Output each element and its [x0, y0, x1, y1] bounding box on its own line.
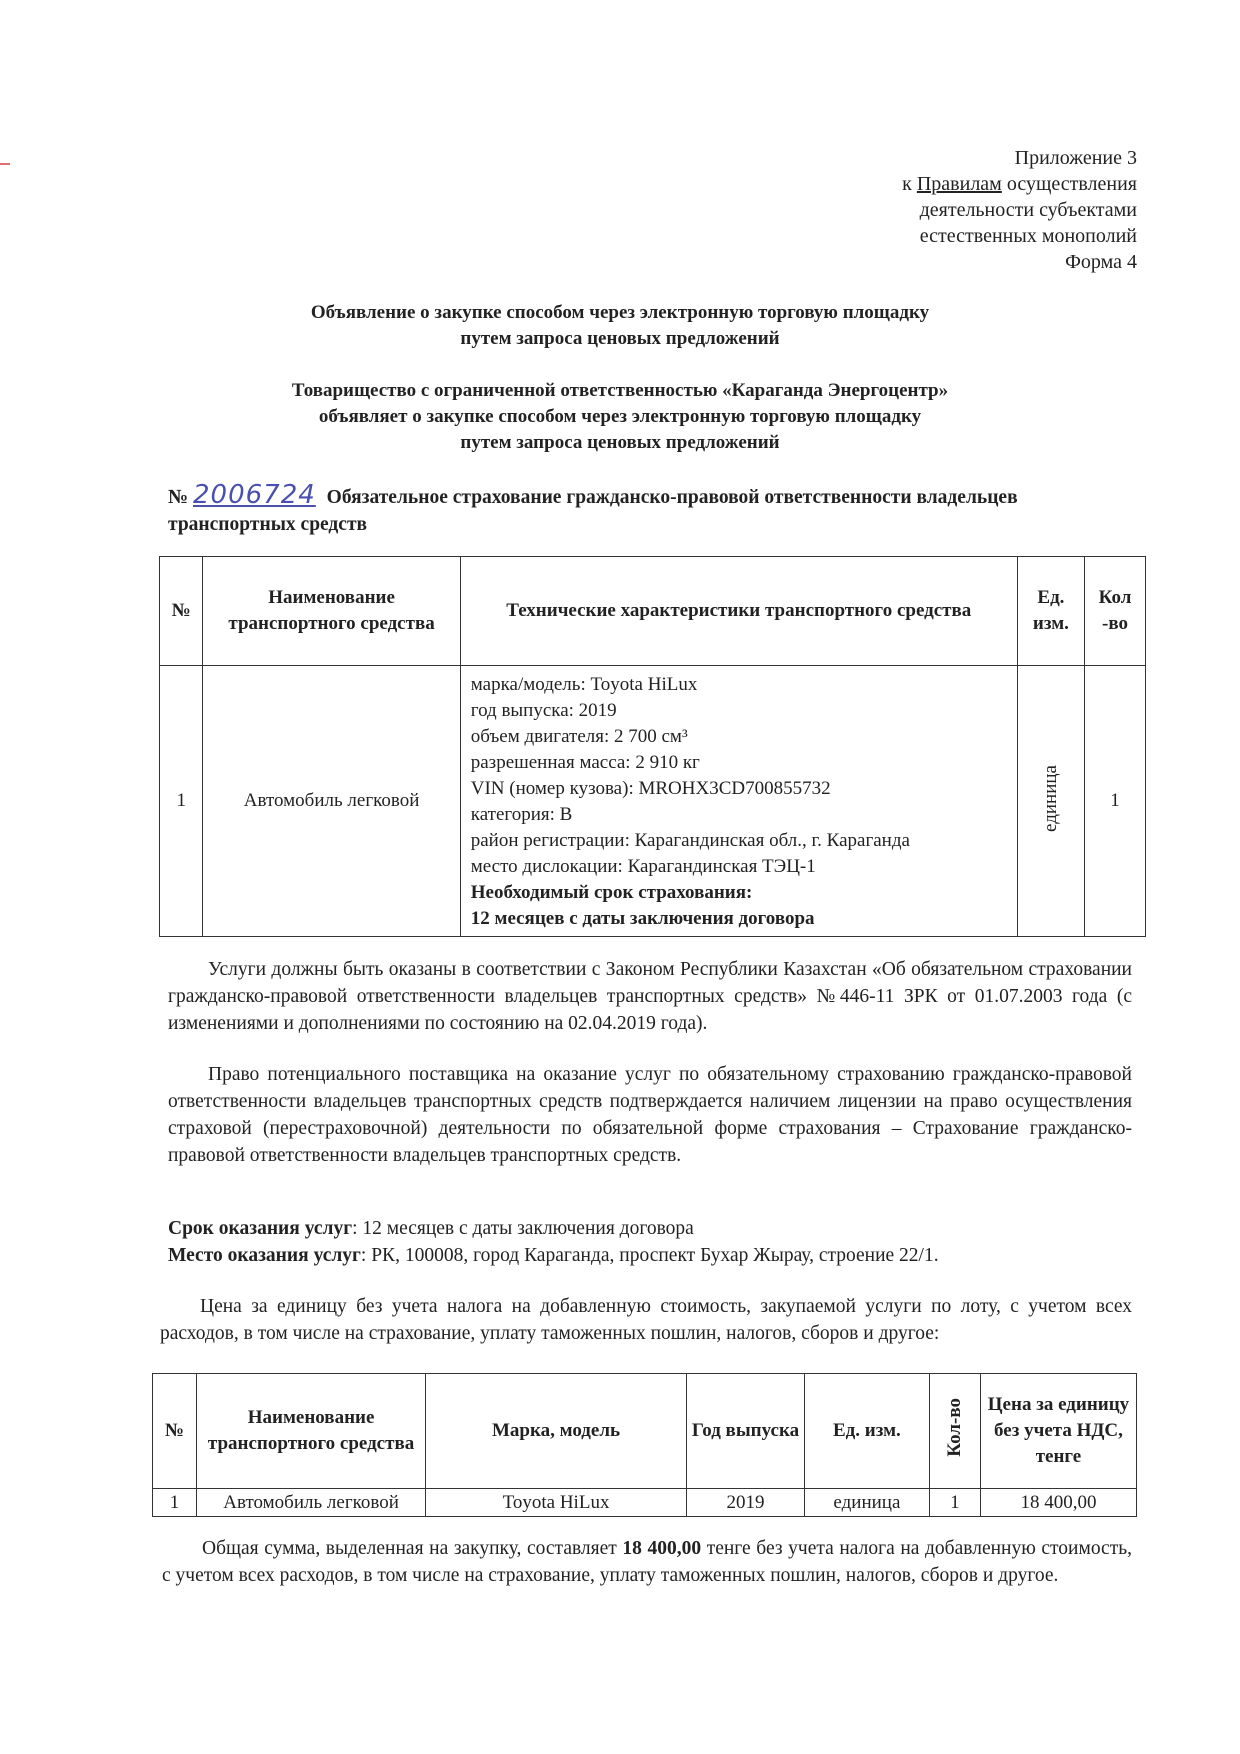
appendix-line: естественных монополий: [919, 225, 1137, 247]
col-name: Наименование транспортного средства: [196, 1374, 425, 1489]
price-table: [152, 1373, 1137, 1517]
col-year: Год выпуска: [686, 1374, 804, 1489]
col-num: №: [153, 1374, 197, 1489]
cell-unit: единица: [805, 1489, 930, 1517]
col-unit: Ед. изм.: [805, 1374, 930, 1489]
col-qty: Кол -во: [1085, 557, 1146, 666]
term-label: Необходимый срок страхования:: [470, 882, 753, 903]
spec-line: марка/модель: Toyota HiLux: [470, 674, 698, 695]
vehicle-specs-table: [159, 556, 1146, 937]
paragraph-price: Цена за единицу без учета налога на добавленную стоимость, закупаемой услуги по лоту, с учетом всех расходов, в том числе на страхование, уплату таможенных пошлин, налогов, сборов и другое:: [160, 1296, 1132, 1344]
cell-price: 18 400,00: [980, 1489, 1136, 1517]
col-name: Наименование транспортного средства: [203, 557, 460, 666]
col-model: Марка, модель: [426, 1374, 687, 1489]
table-header-row: [160, 557, 1146, 666]
announcement-heading: Объявление о закупке способом через электронную торговую площадку путем запроса ценовых предложений: [310, 302, 930, 349]
appendix-line: Приложение 3: [1014, 147, 1137, 169]
appendix-header: [902, 145, 1137, 275]
cell-year: 2019: [686, 1489, 804, 1517]
spec-line: категория: В: [470, 804, 573, 825]
service-place: Место оказания услуг: РК, 100008, город Караганда, проспект Бухар Жырау, строение 22/1.: [168, 1245, 939, 1266]
cell-specs: [460, 666, 1017, 937]
paragraph-law: Услуги должны быть оказаны в соответствии с Законом Республики Казахстан «Об обязательном страховании гражданско-правовой ответственности владельцев транспортных средств» №446-11 ЗРК от 01.07.2003 года (с изменениями и дополнениями по состоянию на 02.04.2019 года).: [168, 959, 1132, 1034]
rules-link[interactable]: Правилам: [916, 173, 1002, 195]
appendix-line: к Правилам осуществления: [902, 173, 1137, 195]
total-amount: 18 400,00: [622, 1538, 702, 1559]
term-value: 12 месяцев с даты заключения договора: [470, 908, 815, 929]
table-header-row: [153, 1374, 1137, 1489]
margin-mark: [0, 163, 10, 165]
number-sign: №: [168, 486, 189, 508]
col-num: №: [160, 557, 203, 666]
service-term: Срок оказания услуг: 12 месяцев с даты заключения договора: [168, 1218, 694, 1239]
cell-num: 1: [153, 1489, 197, 1517]
cell-name: Автомобиль легковой: [203, 666, 460, 937]
spec-line: VIN (номер кузова): MROHX3CD700855732: [470, 778, 831, 799]
table-row: [160, 666, 1146, 937]
handwritten-lot-number: 2006724: [192, 480, 316, 510]
cell-unit: единица: [1017, 666, 1084, 937]
col-unit: Ед. изм.: [1017, 557, 1084, 666]
organization-block: Товарищество с ограниченной ответственностью «Караганда Энергоцентр» объявляет о закупке способом через электронную торговую площадку путем запроса ценовых предложений: [291, 380, 949, 453]
cell-qty: 1: [929, 1489, 980, 1517]
total-amount-paragraph: Общая сумма, выделенная на закупку, составляет 18 400,00 тенге без учета налога на добавленную стоимость, с учетом всех расходов, в том числе на страхование, уплату таможенных пошлин, налогов, сборов и другое.: [162, 1538, 1132, 1586]
col-qty: Кол-во: [929, 1374, 980, 1489]
paragraph-license: Право потенциального поставщика на оказание услуг по обязательному страхованию гражданско-правовой ответственности владельцев транспортных средств подтверждается наличием лицензии на право осуществления страховой (перестраховочной) деятельности по обязательной форме страхования – Страхование гражданско-правовой ответственности владельцев транспортных средств.: [168, 1064, 1132, 1166]
form-number: Форма 4: [1065, 251, 1137, 273]
spec-line: разрешенная масса: 2 910 кг: [470, 752, 700, 773]
lot-title: [168, 482, 1138, 538]
cell-qty: 1: [1085, 666, 1146, 937]
cell-model: Toyota HiLux: [426, 1489, 687, 1517]
col-specs: Технические характеристики транспортного средства: [460, 557, 1017, 666]
spec-line: район регистрации: Карагандинская обл., г. Караганда: [470, 830, 910, 851]
col-price: Цена за единицу без учета НДС, тенге: [980, 1374, 1136, 1489]
appendix-line: деятельности субъектами: [919, 199, 1137, 221]
table-row: [153, 1489, 1137, 1517]
cell-name: Автомобиль легковой: [196, 1489, 425, 1517]
cell-num: 1: [160, 666, 203, 937]
spec-line: объем двигателя: 2 700 см³: [470, 726, 688, 747]
lot-title-text: Обязательное страхование гражданско-правовой ответственности владельцев транспортных средств: [168, 487, 1018, 535]
spec-line: год выпуска: 2019: [470, 700, 617, 721]
spec-line: место дислокации: Карагандинская ТЭЦ-1: [470, 856, 816, 877]
